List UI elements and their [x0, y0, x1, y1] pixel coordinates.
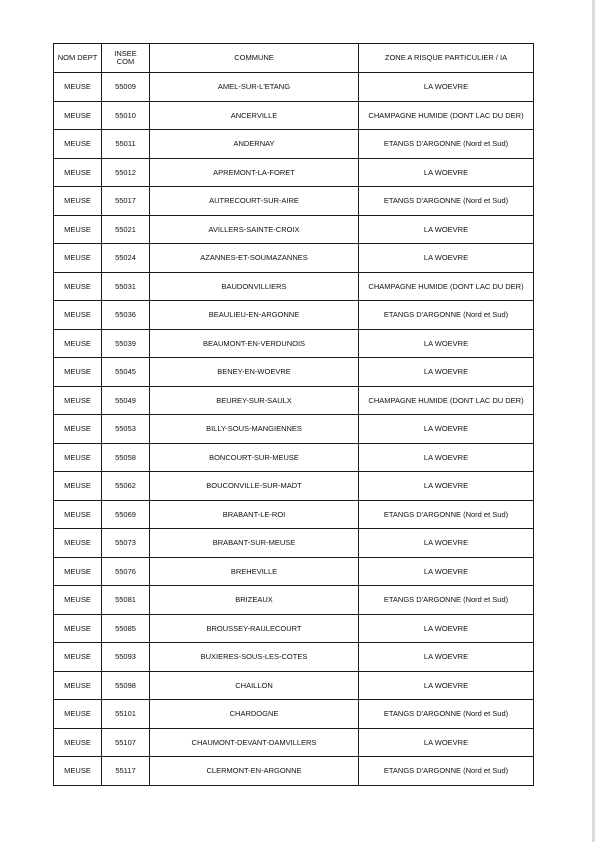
cell-dept: MEUSE: [54, 329, 102, 358]
cell-insee-code: 55058: [102, 443, 150, 472]
cell-insee-code: 55107: [102, 728, 150, 757]
cell-insee-code: 55012: [102, 158, 150, 187]
table-row: [54, 158, 534, 187]
header-dept: NOM DEPT: [54, 44, 102, 73]
cell-commune: AZANNES-ET-SOUMAZANNES: [150, 244, 359, 273]
table-row: [54, 472, 534, 501]
table-row: [54, 386, 534, 415]
cell-zone: LA WOEVRE: [359, 529, 534, 558]
cell-dept: MEUSE: [54, 614, 102, 643]
cell-insee-code: 55024: [102, 244, 150, 273]
cell-dept: MEUSE: [54, 272, 102, 301]
header-row: [54, 44, 534, 73]
cell-insee-code: 55021: [102, 215, 150, 244]
cell-insee-code: 55101: [102, 700, 150, 729]
communes-table: [53, 43, 534, 786]
cell-insee-code: 55031: [102, 272, 150, 301]
cell-commune: APREMONT-LA-FORET: [150, 158, 359, 187]
cell-zone: ETANGS D'ARGONNE (Nord et Sud): [359, 500, 534, 529]
cell-commune: CHAUMONT-DEVANT-DAMVILLERS: [150, 728, 359, 757]
cell-zone: LA WOEVRE: [359, 215, 534, 244]
cell-commune: ANDERNAY: [150, 130, 359, 159]
cell-insee-code: 55017: [102, 187, 150, 216]
cell-dept: MEUSE: [54, 158, 102, 187]
cell-commune: CHAILLON: [150, 671, 359, 700]
table-row: [54, 415, 534, 444]
cell-commune: BUXIERES-SOUS-LES-COTES: [150, 643, 359, 672]
cell-zone: CHAMPAGNE HUMIDE (DONT LAC DU DER): [359, 101, 534, 130]
cell-zone: ETANGS D'ARGONNE (Nord et Sud): [359, 586, 534, 615]
cell-insee-code: 55093: [102, 643, 150, 672]
cell-commune: CHARDOGNE: [150, 700, 359, 729]
table-header: [54, 44, 534, 73]
header-insee-line2: COM: [116, 57, 135, 66]
table-row: [54, 671, 534, 700]
cell-zone: LA WOEVRE: [359, 358, 534, 387]
cell-insee-code: 55069: [102, 500, 150, 529]
cell-zone: ETANGS D'ARGONNE (Nord et Sud): [359, 187, 534, 216]
cell-dept: MEUSE: [54, 73, 102, 102]
cell-dept: MEUSE: [54, 671, 102, 700]
cell-commune: BRABANT-SUR-MEUSE: [150, 529, 359, 558]
table-row: [54, 586, 534, 615]
cell-dept: MEUSE: [54, 301, 102, 330]
cell-commune: CLERMONT-EN-ARGONNE: [150, 757, 359, 786]
cell-commune: BEUREY-SUR-SAULX: [150, 386, 359, 415]
cell-zone: ETANGS D'ARGONNE (Nord et Sud): [359, 301, 534, 330]
cell-dept: MEUSE: [54, 472, 102, 501]
cell-dept: MEUSE: [54, 443, 102, 472]
cell-insee-code: 55053: [102, 415, 150, 444]
cell-zone: LA WOEVRE: [359, 158, 534, 187]
table-row: [54, 301, 534, 330]
table-row: [54, 358, 534, 387]
cell-commune: BREHEVILLE: [150, 557, 359, 586]
table-row: [54, 272, 534, 301]
cell-dept: MEUSE: [54, 415, 102, 444]
cell-dept: MEUSE: [54, 358, 102, 387]
cell-zone: CHAMPAGNE HUMIDE (DONT LAC DU DER): [359, 272, 534, 301]
cell-insee-code: 55039: [102, 329, 150, 358]
cell-insee-code: 55085: [102, 614, 150, 643]
cell-commune: BONCOURT-SUR-MEUSE: [150, 443, 359, 472]
cell-zone: LA WOEVRE: [359, 415, 534, 444]
cell-dept: MEUSE: [54, 244, 102, 273]
table-row: [54, 500, 534, 529]
cell-insee-code: 55098: [102, 671, 150, 700]
header-commune: COMMUNE: [150, 44, 359, 73]
cell-commune: BAUDONVILLIERS: [150, 272, 359, 301]
cell-zone: LA WOEVRE: [359, 671, 534, 700]
header-insee: [102, 44, 150, 73]
cell-commune: BRIZEAUX: [150, 586, 359, 615]
cell-dept: MEUSE: [54, 386, 102, 415]
table-body: [54, 73, 534, 786]
table-row: [54, 244, 534, 273]
cell-zone: LA WOEVRE: [359, 614, 534, 643]
cell-dept: MEUSE: [54, 557, 102, 586]
table-row: [54, 215, 534, 244]
table-row: [54, 643, 534, 672]
cell-insee-code: 55081: [102, 586, 150, 615]
cell-zone: ETANGS D'ARGONNE (Nord et Sud): [359, 700, 534, 729]
cell-zone: LA WOEVRE: [359, 73, 534, 102]
cell-dept: MEUSE: [54, 130, 102, 159]
cell-dept: MEUSE: [54, 643, 102, 672]
table-row: [54, 700, 534, 729]
cell-dept: MEUSE: [54, 215, 102, 244]
table-row: [54, 187, 534, 216]
cell-commune: BRABANT-LE-ROI: [150, 500, 359, 529]
cell-dept: MEUSE: [54, 500, 102, 529]
cell-zone: LA WOEVRE: [359, 728, 534, 757]
cell-commune: AVILLERS-SAINTE-CROIX: [150, 215, 359, 244]
cell-insee-code: 55045: [102, 358, 150, 387]
cell-zone: ETANGS D'ARGONNE (Nord et Sud): [359, 130, 534, 159]
table-row: [54, 73, 534, 102]
cell-insee-code: 55011: [102, 130, 150, 159]
cell-dept: MEUSE: [54, 187, 102, 216]
table-row: [54, 529, 534, 558]
cell-zone: LA WOEVRE: [359, 443, 534, 472]
table-row: [54, 329, 534, 358]
cell-commune: BROUSSEY-RAULECOURT: [150, 614, 359, 643]
table-row: [54, 101, 534, 130]
table-row: [54, 443, 534, 472]
cell-insee-code: 55049: [102, 386, 150, 415]
cell-insee-code: 55036: [102, 301, 150, 330]
cell-dept: MEUSE: [54, 700, 102, 729]
cell-commune: BEAUMONT-EN-VERDUNOIS: [150, 329, 359, 358]
header-zone: ZONE A RISQUE PARTICULIER / IA: [359, 44, 534, 73]
cell-zone: LA WOEVRE: [359, 472, 534, 501]
cell-dept: MEUSE: [54, 586, 102, 615]
cell-zone: CHAMPAGNE HUMIDE (DONT LAC DU DER): [359, 386, 534, 415]
cell-commune: BENEY-EN-WOEVRE: [150, 358, 359, 387]
cell-dept: MEUSE: [54, 728, 102, 757]
cell-insee-code: 55117: [102, 757, 150, 786]
cell-dept: MEUSE: [54, 757, 102, 786]
cell-zone: LA WOEVRE: [359, 244, 534, 273]
cell-insee-code: 55076: [102, 557, 150, 586]
cell-dept: MEUSE: [54, 529, 102, 558]
table-row: [54, 757, 534, 786]
cell-insee-code: 55062: [102, 472, 150, 501]
cell-zone: LA WOEVRE: [359, 329, 534, 358]
cell-zone: ETANGS D'ARGONNE (Nord et Sud): [359, 757, 534, 786]
cell-commune: BEAULIEU-EN-ARGONNE: [150, 301, 359, 330]
cell-commune: ANCERVILLE: [150, 101, 359, 130]
cell-commune: BOUCONVILLE-SUR-MADT: [150, 472, 359, 501]
cell-zone: LA WOEVRE: [359, 557, 534, 586]
table-row: [54, 728, 534, 757]
cell-insee-code: 55010: [102, 101, 150, 130]
cell-commune: AUTRECOURT-SUR-AIRE: [150, 187, 359, 216]
cell-insee-code: 55009: [102, 73, 150, 102]
header-insee-line1: INSEE: [114, 49, 137, 58]
table-row: [54, 557, 534, 586]
cell-zone: LA WOEVRE: [359, 643, 534, 672]
cell-insee-code: 55073: [102, 529, 150, 558]
table-row: [54, 614, 534, 643]
cell-commune: AMEL-SUR-L'ETANG: [150, 73, 359, 102]
cell-dept: MEUSE: [54, 101, 102, 130]
table-row: [54, 130, 534, 159]
cell-commune: BILLY-SOUS-MANGIENNES: [150, 415, 359, 444]
